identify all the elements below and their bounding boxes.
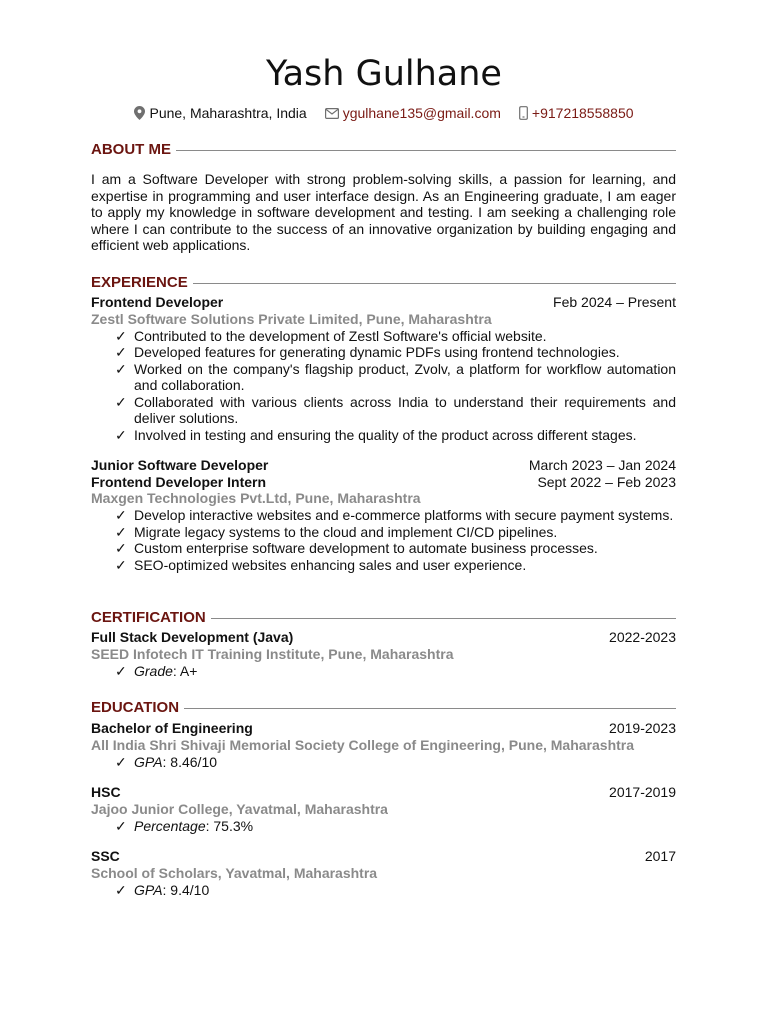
email-item[interactable] (325, 103, 501, 123)
checkmark-icon: ✓ (115, 344, 127, 360)
entry-header (91, 784, 676, 801)
location-item (134, 103, 306, 123)
envelope-icon (325, 108, 339, 119)
section-certification (91, 608, 676, 628)
location-pin-icon (134, 106, 145, 120)
contact-bar (0, 103, 768, 123)
list-item (91, 882, 676, 899)
section-title-education: EDUCATION (91, 699, 180, 716)
section-education (91, 698, 676, 718)
bullet-text: Collaborated with various clients across India to understand their requirements and deliver solutions. (134, 393, 676, 426)
section-divider (184, 708, 676, 709)
detail-label: GPA (134, 881, 163, 898)
list-item (91, 427, 676, 444)
entry-header (91, 457, 676, 474)
certification-entry (91, 629, 676, 679)
certification-dates: 2022-2023 (609, 629, 676, 645)
checkmark-icon: ✓ (115, 540, 127, 556)
mobile-phone-icon (519, 106, 528, 120)
checkmark-icon: ✓ (115, 817, 127, 834)
degree-name: HSC (91, 784, 121, 800)
checkmark-icon: ✓ (115, 753, 127, 770)
job-bullets (91, 507, 676, 573)
list-item (91, 540, 676, 557)
detail-label: Grade (134, 662, 173, 679)
detail-label: GPA (134, 753, 163, 770)
experience-entry (91, 294, 676, 443)
job-organization: Maxgen Technologies Pvt.Ltd, Pune, Maharashtra (91, 490, 421, 506)
education-entry (91, 720, 676, 770)
list-item (91, 754, 676, 771)
education-entry (91, 784, 676, 834)
job-dates: Feb 2024 – Present (553, 294, 676, 310)
section-title-about: ABOUT ME (91, 141, 171, 158)
entry-header-secondary (91, 474, 676, 491)
bullet-text: Developed features for generating dynamic PDFs using frontend technologies. (134, 344, 620, 360)
job-organization: Zestl Software Solutions Private Limited, Pune, Maharashtra (91, 310, 492, 327)
candidate-name: Yash Gulhane (266, 54, 502, 94)
entry-header (91, 720, 676, 737)
detail-value: : 8.46/10 (162, 753, 218, 770)
detail-value: : 9.4/10 (162, 881, 210, 898)
section-divider (176, 150, 676, 151)
email-link[interactable]: ygulhane135@gmail.com (342, 105, 501, 121)
education-bullets (91, 882, 676, 899)
section-experience (91, 273, 676, 293)
bullet-text: Migrate legacy systems to the cloud and implement CI/CD pipelines. (134, 523, 558, 540)
education-bullets (91, 754, 676, 771)
list-item (91, 394, 676, 427)
section-about (91, 140, 676, 160)
checkmark-icon: ✓ (115, 881, 127, 898)
bullet-text: Contributed to the development of Zestl Software's official website. (134, 327, 547, 344)
bullet-text: Involved in testing and ensuring the quality of the product across different stages. (134, 426, 637, 443)
experience-entry (91, 457, 676, 573)
checkmark-icon: ✓ (115, 327, 127, 344)
detail-value: : A+ (172, 662, 198, 679)
education-entry (91, 848, 676, 898)
section-title-experience: EXPERIENCE (91, 274, 188, 291)
job-role: Junior Software Developer (91, 457, 269, 473)
certification-name: Full Stack Development (Java) (91, 629, 294, 645)
job-bullets (91, 328, 676, 444)
education-institution: School of Scholars, Yavatmal, Maharashtra (91, 864, 378, 881)
checkmark-icon: ✓ (115, 360, 127, 377)
list-item (91, 344, 676, 361)
certification-bullets (91, 663, 676, 680)
section-divider (193, 283, 676, 284)
about-text: I am a Software Developer with strong problem-solving skills, a passion for learning, and expertise in programming and user interface design. As an Engineering graduate, I am eager to apply my knowledge in software development and testing. I am seeking a challenging role where I can contribute to the success of an innovative organization by building engaging and efficient web applications. (91, 171, 676, 253)
list-item (91, 557, 676, 574)
section-divider (211, 618, 676, 619)
list-item (91, 524, 676, 541)
checkmark-icon: ✓ (115, 507, 127, 523)
education-dates: 2017 (644, 848, 676, 864)
checkmark-icon: ✓ (115, 556, 127, 573)
section-title-certification: CERTIFICATION (91, 609, 206, 626)
location-text: Pune, Maharashtra, India (149, 105, 307, 121)
checkmark-icon: ✓ (115, 393, 127, 410)
checkmark-icon: ✓ (115, 662, 127, 679)
job-role: Frontend Developer (91, 294, 224, 310)
phone-item[interactable] (519, 103, 634, 123)
detail-label: Percentage (134, 817, 206, 834)
list-item (91, 507, 676, 524)
entry-header (91, 848, 676, 865)
education-dates: 2017-2019 (609, 784, 676, 800)
list-item (91, 663, 676, 680)
checkmark-icon: ✓ (115, 426, 127, 443)
bullet-text: Develop interactive websites and e-commerce platforms with secure payment systems. (134, 507, 674, 523)
phone-link[interactable]: +917218558850 (531, 105, 634, 121)
bullet-text: SEO-optimized websites enhancing sales and user experience. (134, 556, 527, 573)
entry-header (91, 294, 676, 311)
job-dates: March 2023 – Jan 2024 (528, 457, 676, 473)
entry-header (91, 629, 676, 646)
degree-name: Bachelor of Engineering (91, 720, 253, 736)
checkmark-icon: ✓ (115, 523, 127, 540)
education-institution: All India Shri Shivaji Memorial Society College of Engineering, Pune, Maharashtra (91, 736, 635, 753)
list-item (91, 361, 676, 394)
education-dates: 2019-2023 (609, 720, 676, 736)
job-role-secondary: Frontend Developer Intern (91, 473, 267, 490)
bullet-text: Custom enterprise software development to automate business processes. (134, 540, 598, 556)
job-dates-secondary: Sept 2022 – Feb 2023 (537, 473, 676, 490)
list-item (91, 328, 676, 345)
education-bullets (91, 818, 676, 835)
degree-name: SSC (91, 848, 120, 864)
list-item (91, 818, 676, 835)
bullet-text: Worked on the company's flagship product, Zvolv, a platform for workflow automation and collaboration. (134, 360, 676, 393)
certification-organization: SEED Infotech IT Training Institute, Pune, Maharashtra (91, 645, 454, 662)
detail-value: : 75.3% (205, 817, 254, 834)
education-institution: Jajoo Junior College, Yavatmal, Maharashtra (91, 800, 388, 817)
